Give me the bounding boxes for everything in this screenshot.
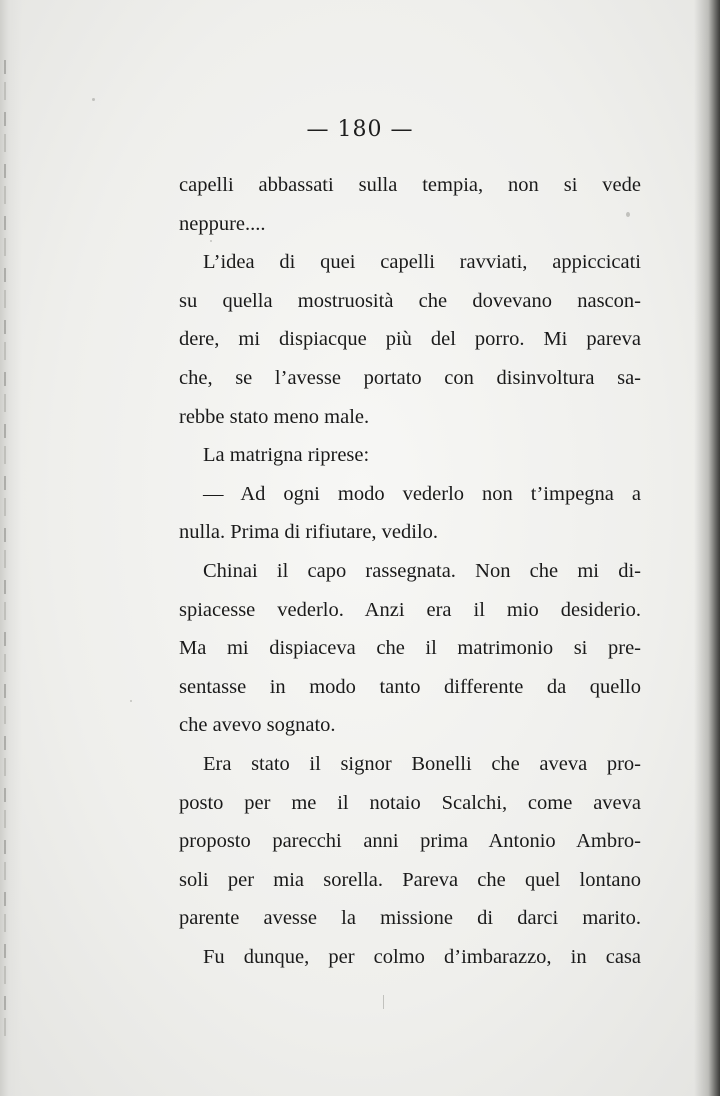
text-line: La matrigna riprese: [203,444,370,467]
paper-speck [92,98,95,101]
text-line: spiacesse vederlo. Anzi era il mio desiderio. [179,598,641,621]
text-line: neppure.... [179,212,266,235]
page-right-edge-shadow [694,0,720,1096]
paper-speck [130,700,132,702]
text-line: che, se l’avesse portato con disinvoltura sa- [179,366,641,389]
text-line: — Ad ogni modo vederlo non t’impegna a [203,482,641,505]
page-number-header: — 180 — [306,117,414,142]
text-line: capelli abbassati sulla tempia, non si vede [179,174,641,196]
text-line: nulla. Prima di rifiutare, vedilo. [179,521,439,544]
text-line: Chinai il capo rassegnata. Non che mi di- [203,559,641,582]
text-line: su quella mostruosità che dovevano nascon- [179,289,641,312]
text-line: Fu dunque, per colmo d’imbarazzo, in casa [203,945,641,968]
text-line: Ma mi dispiaceva che il matrimonio si pre- [179,637,641,660]
text-line: dere, mi dispiacque più del porro. Mi pareva [179,328,641,351]
text-line: L’idea di quei capelli ravviati, appiccicati [203,251,641,274]
body-text [179,166,641,976]
text-line: Era stato il signor Bonelli che aveva pro- [203,752,641,775]
text-line: sentasse in modo tanto differente da quello [179,675,641,698]
text-line: proposto parecchi anni prima Antonio Ambro- [179,830,641,853]
text-line: rebbe stato meno male. [179,405,370,428]
paper-speck [383,995,384,1009]
page-left-edge [0,0,22,1096]
text-line: soli per mia sorella. Pareva che quel lontano [179,868,641,891]
text-line: parente avesse la missione di darci marito. [179,907,641,930]
text-line: posto per me il notaio Scalchi, come aveva [179,791,641,814]
text-line: che avevo sognato. [179,714,336,737]
